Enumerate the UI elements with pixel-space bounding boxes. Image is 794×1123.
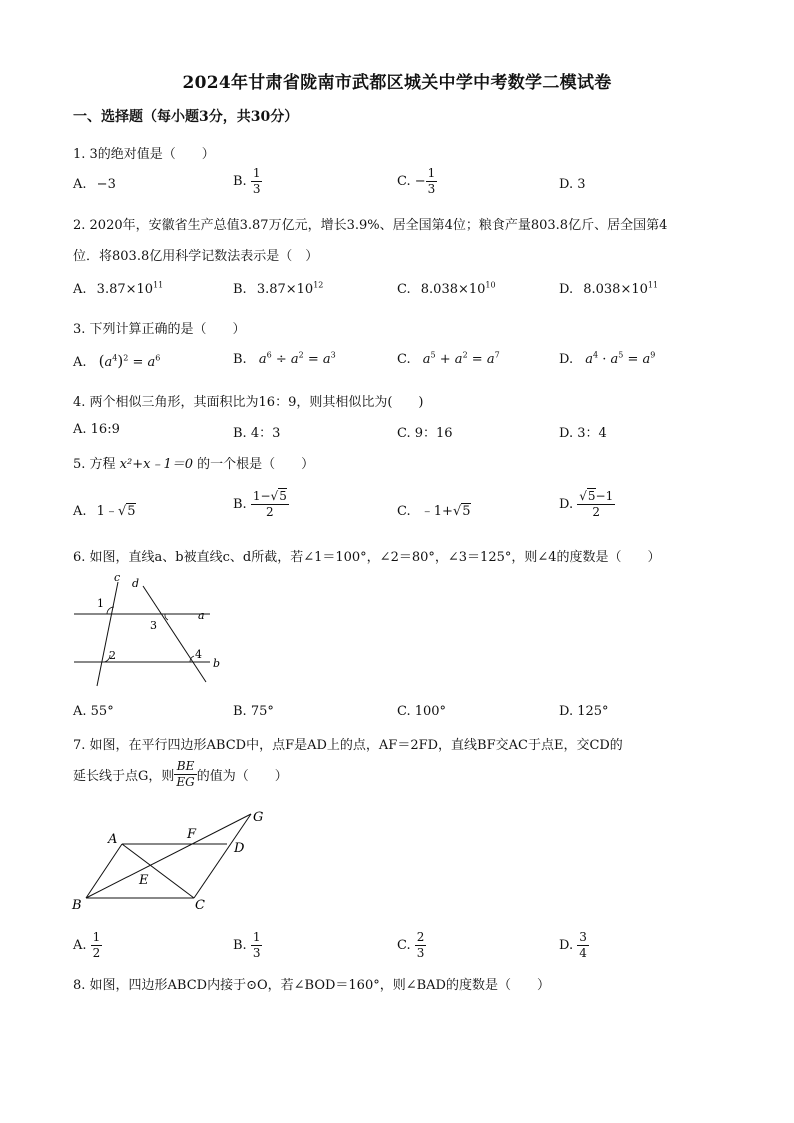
q1-option-a: A. −3 [73, 177, 116, 192]
label-b: b [213, 657, 221, 670]
label-d: d [132, 577, 140, 590]
q2-option-a: A. $3.87\times 10^{11}$ [73, 280, 164, 297]
segment-AB [86, 844, 122, 898]
segment-BG [86, 814, 251, 898]
label-F: F [187, 827, 197, 842]
question-8: 8. 如图，四边形ABCD内接于⊙O，若∠BOD＝160°，则∠BAD的度数是（ ） [73, 978, 550, 993]
segment-CG [194, 814, 251, 898]
q1-option-d: D. 3 [559, 177, 586, 192]
q3-option-c: C. $a^5 + a^2 = a^7$ [397, 350, 500, 367]
q6-option-b: B. 75° [233, 704, 274, 719]
label-angle-1: 1 [97, 597, 104, 610]
q3-option-a: A. $(a^4)^2 = a^6$ [73, 352, 161, 370]
q7-option-b: B. $\frac{1}{3}$ [233, 930, 261, 960]
q7-figure [70, 805, 270, 915]
q7-option-c: C. $\frac{2}{3}$ [397, 930, 425, 960]
question-4: 4. 两个相似三角形，其面积比为16：9，则其相似比为( ) [73, 395, 424, 410]
q7-option-a: A. $\frac{1}{2}$ [73, 930, 101, 960]
q7-option-d: D. $\frac{3}{4}$ [559, 930, 587, 960]
question-7-line-2: 延长线于点G，则 $\frac{BE}{EG}$ 的值为（ ） [73, 759, 288, 789]
q3-option-b: B. $a^6 \div a^2 = a^3$ [233, 350, 336, 367]
q2-option-b: B. $3.87\times 10^{12}$ [233, 280, 324, 297]
line-d [143, 586, 206, 682]
q5-option-a: A. 1﹣√5 [73, 504, 136, 519]
label-angle-2: 2 [109, 649, 116, 662]
q4-option-b: B. 4：3 [233, 426, 281, 441]
label-A: A [108, 832, 118, 847]
q4-option-d: D. 3：4 [559, 426, 607, 441]
label-D: D [234, 841, 245, 856]
question-1: 1. 3的绝对值是（ ） [73, 147, 215, 162]
section-heading: 一、选择题（每小题3分，共30分） [73, 109, 299, 125]
question-5: 5. 方程 x²+x﹣1＝0 的一个根是（ ） [73, 457, 315, 472]
q6-option-d: D. 125° [559, 704, 609, 719]
q4-option-c: C. 9：16 [397, 426, 453, 441]
question-2-line-2: 位．将803.8亿用科学记数法表示是（ ） [73, 249, 319, 264]
q6-option-a: A. 55° [73, 704, 114, 719]
q3-option-d: D. $a^4 \cdot a^5 = a^9$ [559, 350, 656, 367]
question-3: 3. 下列计算正确的是（ ） [73, 322, 246, 337]
q6-figure [70, 570, 230, 695]
angle-3-arc [165, 614, 168, 620]
question-7-line-1: 7. 如图，在平行四边形ABCD中，点F是AD上的点，AF＝2FD，直线BF交AC于点E，交CD的 [73, 738, 623, 753]
label-C: C [195, 898, 205, 913]
q5-option-c: C. ﹣1+√5 [397, 504, 471, 519]
page-title: 2024年甘肃省陇南市武都区城关中学中考数学二模试卷 [182, 73, 612, 93]
label-angle-3: 3 [150, 619, 157, 632]
question-2-line-1: 2. 2020年，安徽省生产总值3.87万亿元，增长3.9%、居全国第4位；粮食产量803.8亿斤、居全国第4 [73, 218, 668, 233]
label-G: G [253, 810, 264, 825]
q1-option-c: C. − $\frac{1}{3}$ [397, 166, 436, 196]
q5-option-b: B. $\frac{1-√5}{2}$ [233, 489, 287, 519]
q2-option-c: C. $8.038\times 10^{10}$ [397, 280, 496, 297]
q2-option-d: D. $8.038\times 10^{11}$ [559, 280, 659, 297]
question-6: 6. 如图，直线a、b被直线c、d所截，若∠1＝100°，∠2＝80°，∠3＝125°，则∠4的度数是（ ） [73, 550, 661, 565]
q6-option-c: C. 100° [397, 704, 447, 719]
q1-option-b: B. $\frac{1}{3}$ [233, 166, 261, 196]
label-a: a [198, 609, 205, 622]
q5-option-d: D. $\frac{√5-1}{2}$ [559, 489, 614, 519]
q4-option-a: A. 16:9 [73, 422, 120, 437]
label-E: E [139, 873, 149, 888]
label-B: B [72, 898, 82, 913]
label-angle-4: 4 [195, 648, 202, 661]
label-c: c [114, 571, 121, 584]
segment-AC [122, 844, 194, 898]
